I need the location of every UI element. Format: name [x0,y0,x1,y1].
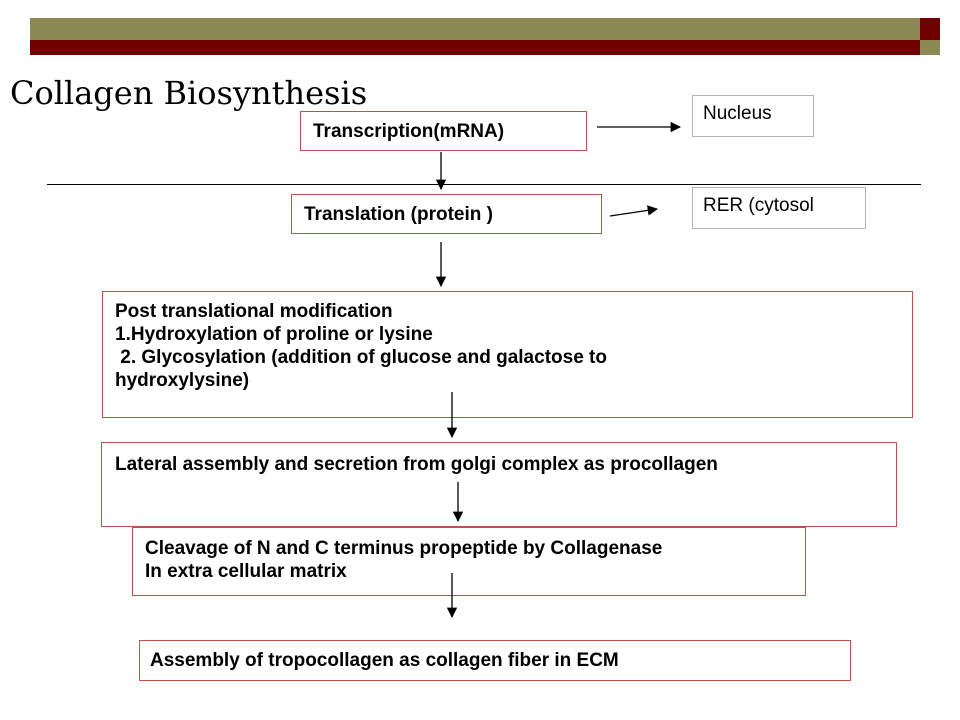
nucleus-label: Nucleus [703,103,772,124]
lateral-assembly-text: Lateral assembly and secretion from golgi complex as procollagen [115,454,718,475]
cleavage-line: Cleavage of N and C terminus propeptide by Collagenase [145,538,663,559]
post-translational-line: 1.Hydroxylation of proline or lysine [115,324,433,345]
post-translational-line: hydroxylysine) [115,370,250,391]
arrow-to-rer [610,209,657,216]
transcription-text: Transcription(mRNA) [313,121,505,142]
cleavage-line: In extra cellular matrix [145,561,347,582]
slide-title: Collagen Biosynthesis [10,74,368,112]
translation-text: Translation (protein ) [304,204,493,225]
post-translational-line: 2. Glycosylation (addition of glucose and galactose to [115,347,607,368]
assembly-text: Assembly of tropocollagen as collagen fiber in ECM [150,650,619,671]
rer-label: RER (cytosol [703,195,814,216]
post-translational-line: Post translational modification [115,301,393,322]
